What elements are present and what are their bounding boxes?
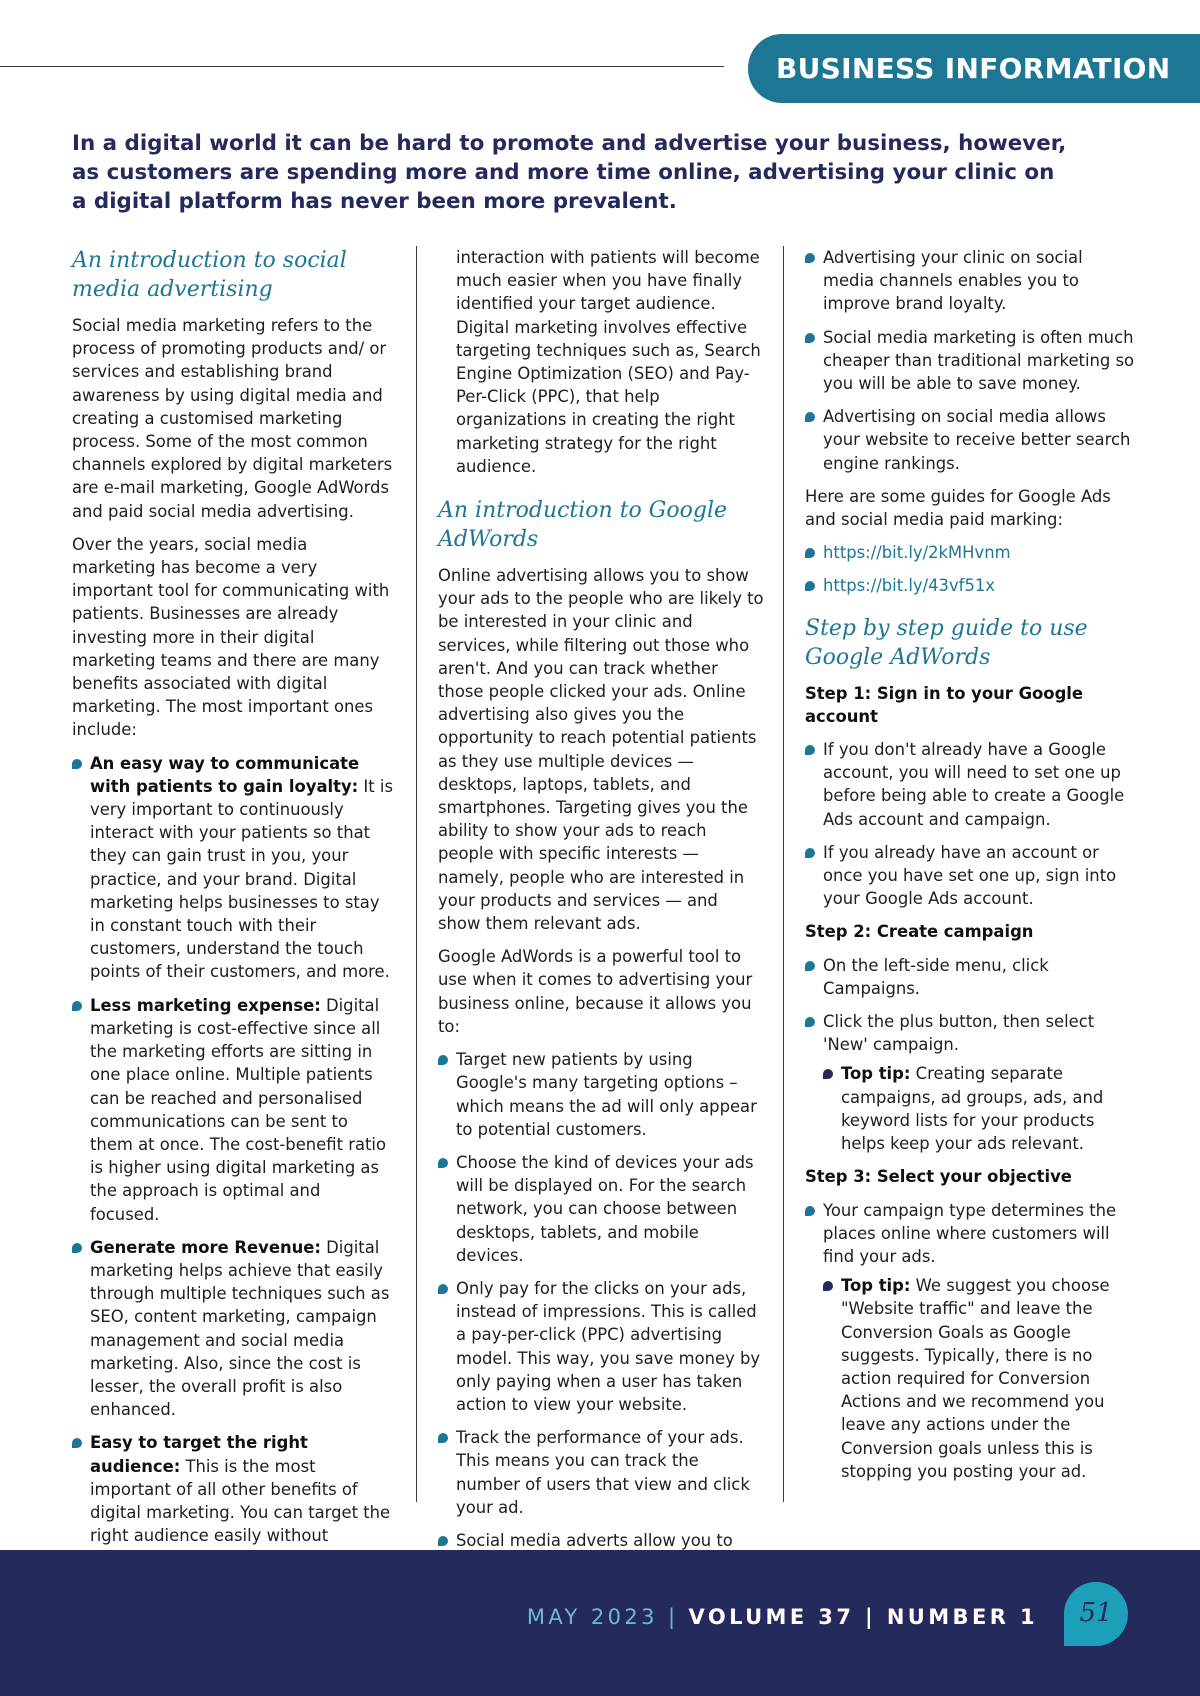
guide-link[interactable]: https://bit.ly/2kMHvnm [823, 543, 1011, 563]
paragraph: Online advertising allows you to show your ads to the people who are likely to be interested in your clinic and services, while filtering out those who aren't. And you can track whether those people clicked your ads. Online advertising also gives you the opportunity to reach potential patients as they use multiple devices — desktops, laptops, tablets, and smartphones. Targeting gives you the ability to show your ads to reach people with specific interests — namely, people who are interested in your products and services — and show them relevant ads. [438, 566, 764, 934]
tip-text: We suggest you choose "Website traffic" and leave the Conversion Goals as Google suggests. Typically, there is no action required for Conversion Actions and we recommend you leave any actions under the Conversion goals unless this is stopping you posting your ad. [841, 1276, 1110, 1481]
bullet-lead: Easy to target the right audience: [90, 1433, 308, 1476]
issue-info [527, 1605, 1038, 1629]
social-benefits-list [805, 246, 1135, 475]
list-item [72, 1236, 394, 1422]
guide-links [805, 541, 1135, 597]
paragraph: Google AdWords is a powerful tool to use when it comes to advertising your business online, because it allows you to: [438, 947, 753, 1036]
list-item: Choose the kind of devices your ads will be displayed on. For the search network, you can choose between desktops, tablets, and mobile devices. [438, 1151, 764, 1267]
list-item: Social media marketing is often much cheaper than traditional marketing so you will be able to save money. [805, 326, 1135, 396]
heading-social-media: An introduction to social media advertising [72, 248, 347, 302]
column-1 [72, 246, 394, 1604]
adwords-benefits-list [438, 1048, 764, 1598]
list-item [72, 752, 394, 984]
step-3-list [805, 1199, 1135, 1269]
bullet-lead: An easy way to communicate with patients to gain loyalty: [90, 753, 360, 796]
tip-text: Creating separate campaigns, ad groups, ads, and keyword lists for your products helps keep your ads relevant. [841, 1064, 1104, 1154]
step-1-heading: Step 1: Sign in to your Google account [805, 683, 1084, 726]
bullet-lead: Generate more Revenue: [90, 1237, 321, 1257]
tip-list [823, 1062, 1135, 1155]
list-item: Click the plus button, then select 'New' campaign. [805, 1010, 1135, 1056]
column-divider [416, 246, 417, 1502]
bullet-text: Digital marketing is cost-effective since all the marketing efforts are sitting in one place online. Multiple patients can be reached and personalised communications can be sent to them at once. The cost-benefit ratio is higher using digital marketing as the approach is optimal and focused. [90, 995, 387, 1224]
tip-list [823, 1274, 1135, 1483]
guide-link[interactable]: https://bit.ly/43vf51x [823, 576, 996, 596]
bullet-lead: Less marketing expense: [90, 995, 321, 1015]
bullet-text: It is very important to continuously interact with your patients so that they can gain trust in you, your practice, and your brand. Digital marketing helps businesses to stay in constant touch with their customers, understand the touch points of their customers, and more. [90, 776, 393, 982]
list-item [805, 541, 1135, 564]
top-tip [823, 1274, 1135, 1483]
heading-step-guide: Step by step guide to use Google AdWords [805, 615, 1088, 670]
issue-month: MAY 2023 [526, 1605, 658, 1629]
benefits-list [72, 752, 394, 1594]
list-item: Social media adverts allow you to [438, 1529, 764, 1599]
issue-separator: | [657, 1605, 689, 1629]
list-item: If you already have an account or once you have set one up, sign into your Google Ads account. [805, 841, 1135, 911]
column-2 [438, 246, 764, 1609]
heading-google-adwords: An introduction to Google AdWords [438, 498, 727, 553]
bullet-text: Digital marketing helps achieve that easily through multiple techniques such as SEO, content marketing, campaign management and social media marketing. Also, since the cost is lesser, the overall profit is also enhanced. [90, 1237, 390, 1420]
paragraph: Social media marketing refers to the process of promoting products and/ or services and establishing brand awareness by using digital media and creating a customised marketing process. Some of the most common channels explored by digital marketers are e-mail marketing, Google AdWords and paid social media advertising. [72, 316, 393, 521]
section-label: BUSINESS INFORMATION [748, 34, 1200, 103]
list-item: Only pay for the clicks on your ads, instead of impressions. This is called a pay-per-click (PPC) advertising model. This way, you save money by only paying when a user has taken action to view your website. [438, 1277, 764, 1416]
bullet-text: This is the most important of all other benefits of digital marketing. You can target the right audience easily without [90, 1456, 391, 1546]
column-3 [805, 246, 1135, 1493]
list-item [72, 994, 394, 1226]
paragraph: Over the years, social media marketing has become a very important tool for communicating with patients. Businesses are already investing more in their digital marketing teams and there are many benefits associated with digital marketing. The most important ones include: [72, 534, 390, 740]
paragraph: interaction with patients will become much easier when you have finally identified your target audience. Digital marketing involves effective targeting techniques such as, Search Engine Optimization (SEO) and Pay-Per-Click (PPC), that help organizations in creating the right marketing strategy for the right audience. [456, 248, 761, 476]
list-item: Your campaign type determines the places online where customers will find your ads. [805, 1199, 1135, 1269]
list-item: Advertising on social media allows your website to receive better search engine rankings. [805, 405, 1135, 475]
guides-intro: Here are some guides for Google Ads and social media paid marking: [805, 486, 1111, 530]
step-2-list [805, 954, 1135, 1057]
page-footer [0, 1550, 1200, 1696]
intro-paragraph: In a digital world it can be hard to promote and advertise your business, however, as customers are spending more and more time online, advertising your clinic on a digital platform has never been more prevalent. [72, 131, 1067, 214]
list-item: Target new patients by using Google's many targeting options – which means the ad will only appear to potential customers. [438, 1048, 764, 1141]
step-2-heading: Step 2: Create campaign [805, 922, 1034, 942]
list-item: Track the performance of your ads. This means you can track the number of users that view and click your ad. [438, 1426, 764, 1519]
step-3-heading: Step 3: Select your objective [805, 1167, 1072, 1187]
tip-lead: Top tip: [841, 1276, 911, 1296]
tip-lead: Top tip: [841, 1064, 911, 1084]
header-rule [0, 66, 724, 67]
list-item [805, 574, 1135, 597]
top-tip [823, 1062, 1135, 1155]
list-item: Advertising your clinic on social media channels enables you to improve brand loyalty. [805, 246, 1135, 316]
list-item: On the left-side menu, click Campaigns. [805, 954, 1135, 1000]
issue-volume: VOLUME 37 | NUMBER 1 [688, 1605, 1038, 1629]
list-item: If you don't already have a Google account, you will need to set one up before being able to create a Google Ads account and campaign. [805, 738, 1135, 831]
column-divider [783, 246, 784, 1502]
step-1-list [805, 738, 1135, 910]
page-number: 51 [1064, 1582, 1128, 1646]
